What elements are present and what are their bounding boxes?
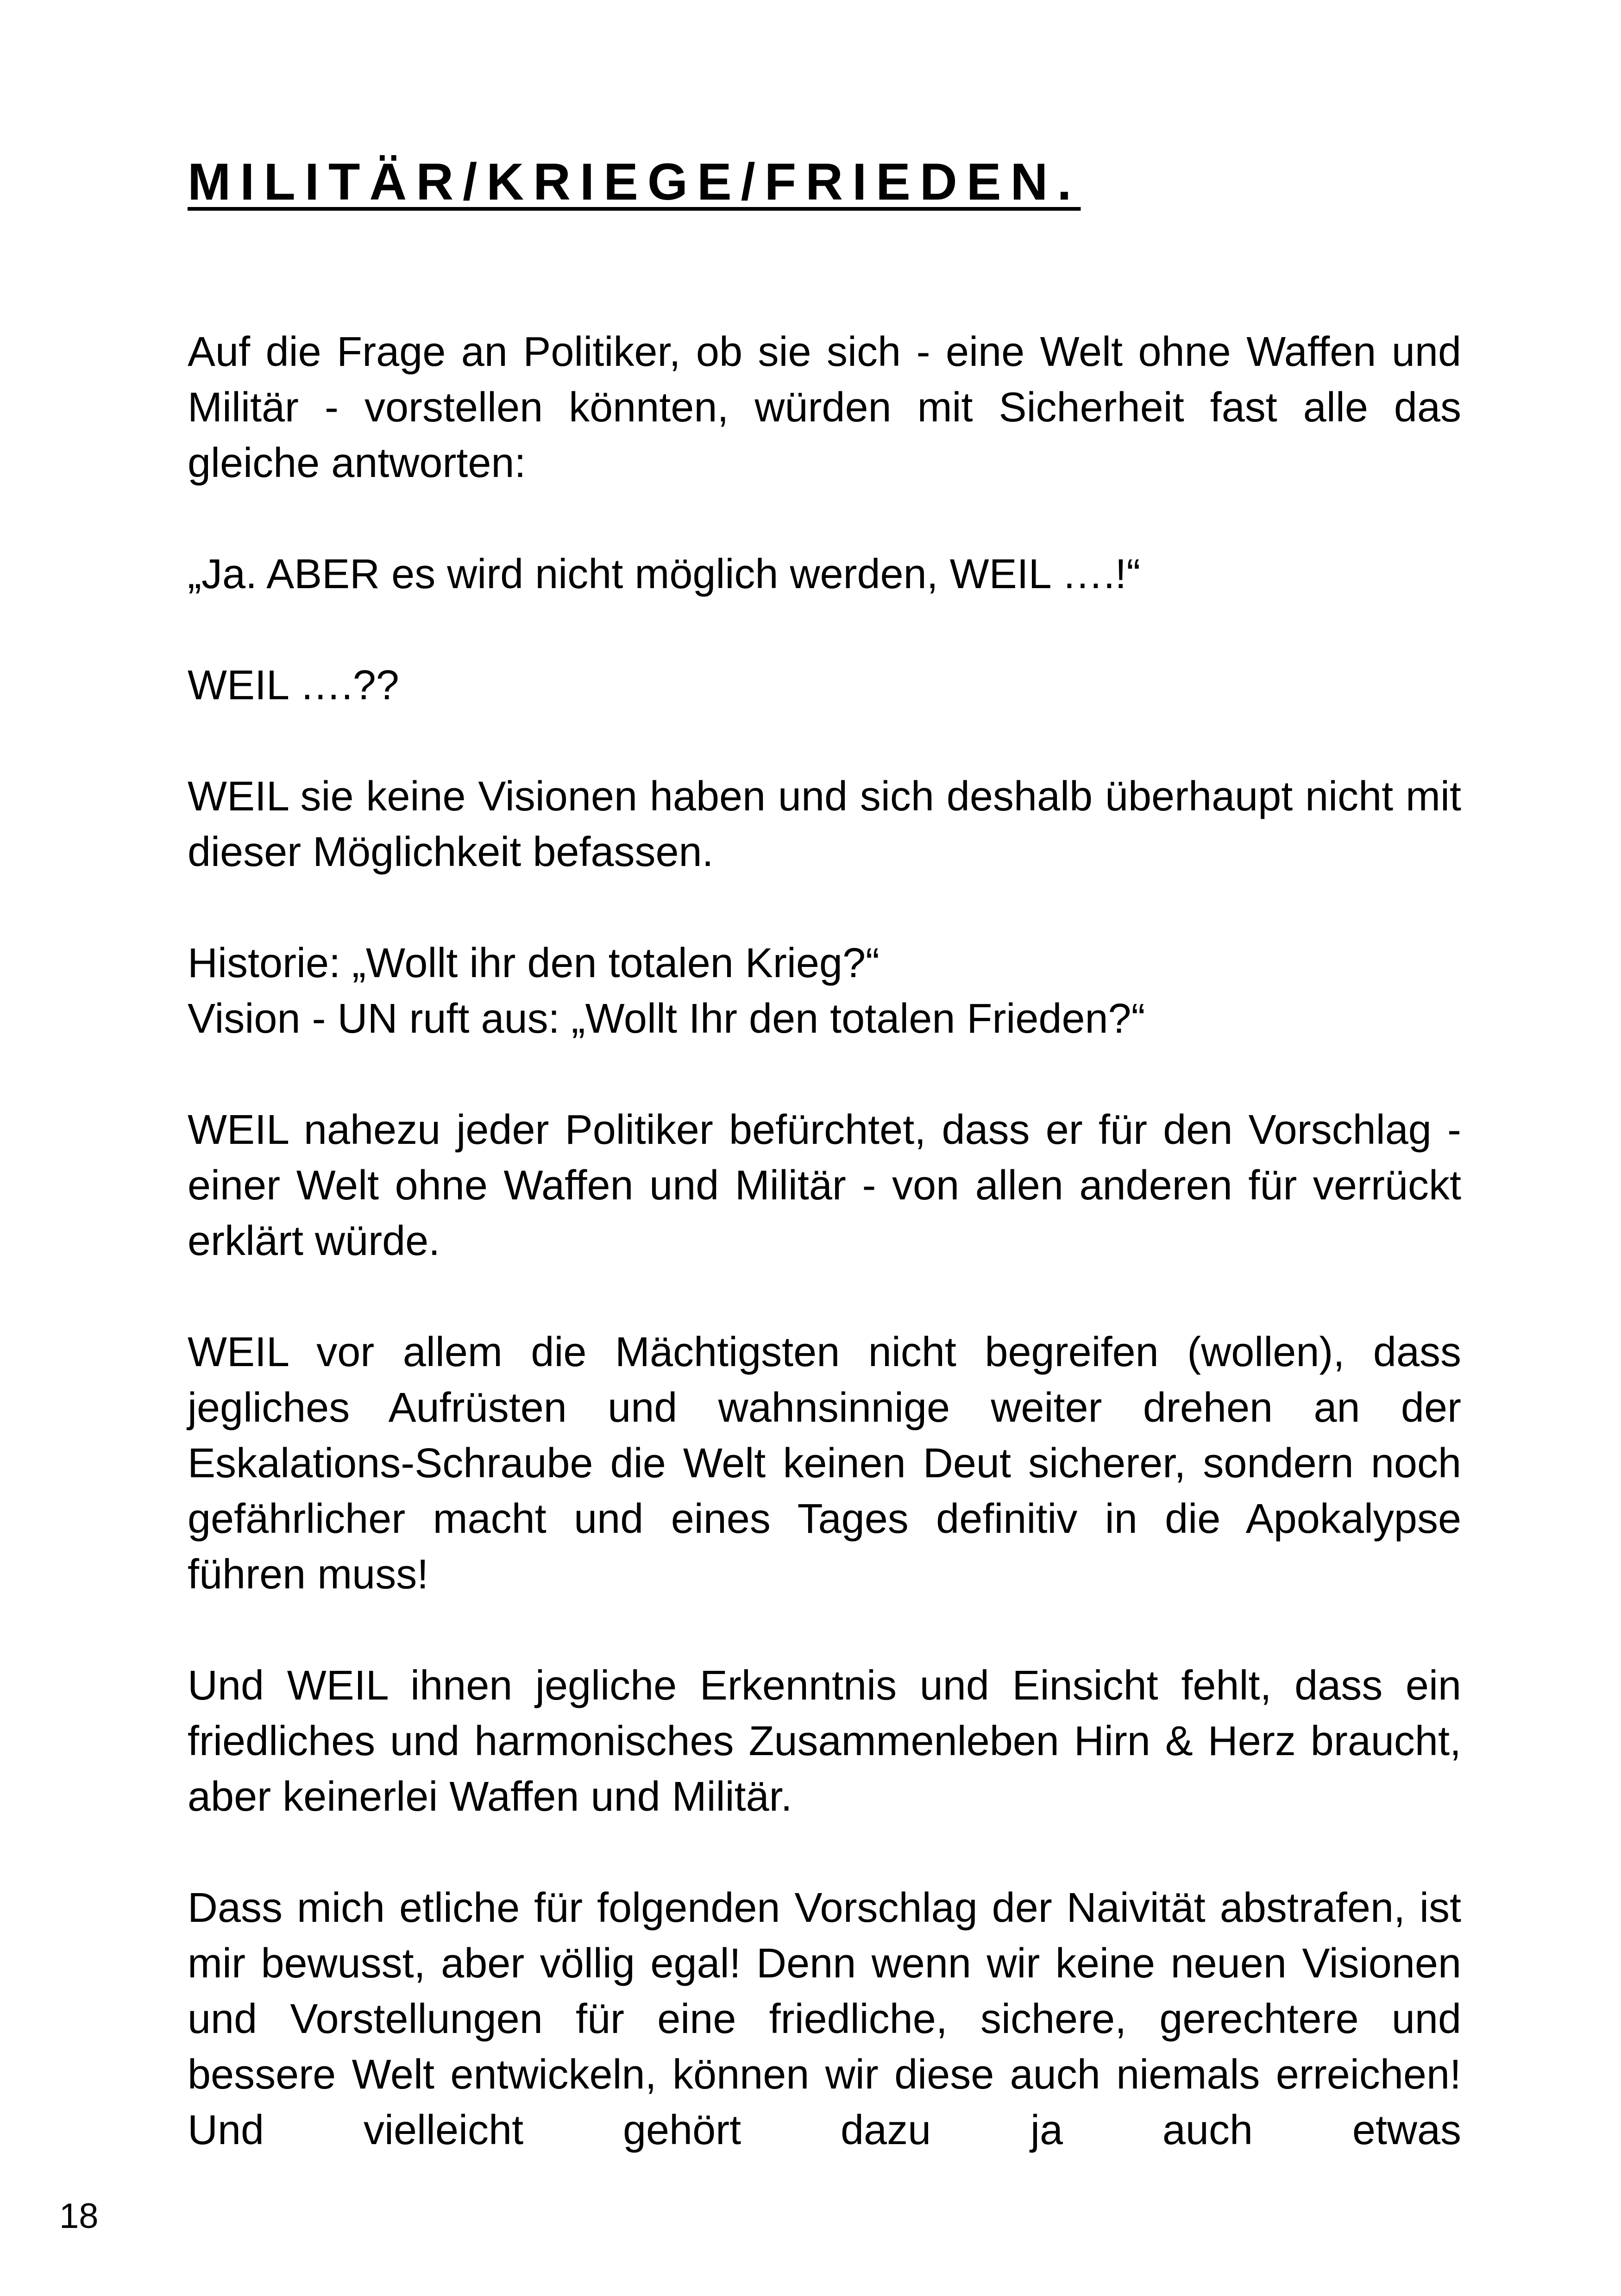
paragraph-insight: Und WEIL ihnen jegliche Erkenntnis und Einsicht fehlt, dass ein friedliches und harmonisches Zusammenleben Hirn & Herz braucht, aber keinerlei Waffen und Militär. [188,1662,1461,1820]
paragraph-escalation: WEIL vor allem die Mächtigsten nicht begreifen (wollen), dass jegliches Aufrüsten und wahnsinnige weiter drehen an der Eskalations-Schraube die Welt keinen Deut sicherer, sondern noch gefährlicher macht und eines Tages definitiv in die Apokalypse führen muss! [188,1329,1461,1598]
paragraph-no-visions: WEIL sie keine Visionen haben und sich deshalb überhaupt nicht mit dieser Möglichkeit befassen. [188,773,1461,875]
quote-historie: Historie: „Wollt ihr den totalen Krieg?“ [188,940,880,986]
page-number: 18 [59,2196,99,2236]
quote-vision: Vision - UN ruft aus: „Wollt Ihr den totalen Frieden?“ [188,996,1145,1042]
page-title: MILITÄR/KRIEGE/FRIEDEN. [188,153,1081,211]
paragraph-politician-fear: WEIL nahezu jeder Politiker befürchtet, dass er für den Vorschlag - einer Welt ohne Waffen und Militär - von allen anderen für verrückt erklärt würde. [188,1107,1461,1264]
paragraph-naivety: Dass mich etliche für folgenden Vorschlag der Naivität abstrafen, ist mir bewusst, aber völlig egal! Denn wenn wir keine neuen Visionen und Vorstellungen für eine friedliche, sichere, gerechtere und bessere Welt entwickeln, können wir diese auch niemals erreichen! Und vielleicht gehört dazu ja auch etwas [188,1885,1461,2153]
paragraph-question: Auf die Frage an Politiker, ob sie sich - eine Welt ohne Waffen und Militär - vorstellen könnten, würden mit Sicherheit fast alle das gleiche antworten: [188,329,1461,486]
paragraph-weil-question: WEIL ….?? [188,662,399,709]
paragraph-answer-quote: „Ja. ABER es wird nicht möglich werden, WEIL ….!“ [188,551,1141,597]
